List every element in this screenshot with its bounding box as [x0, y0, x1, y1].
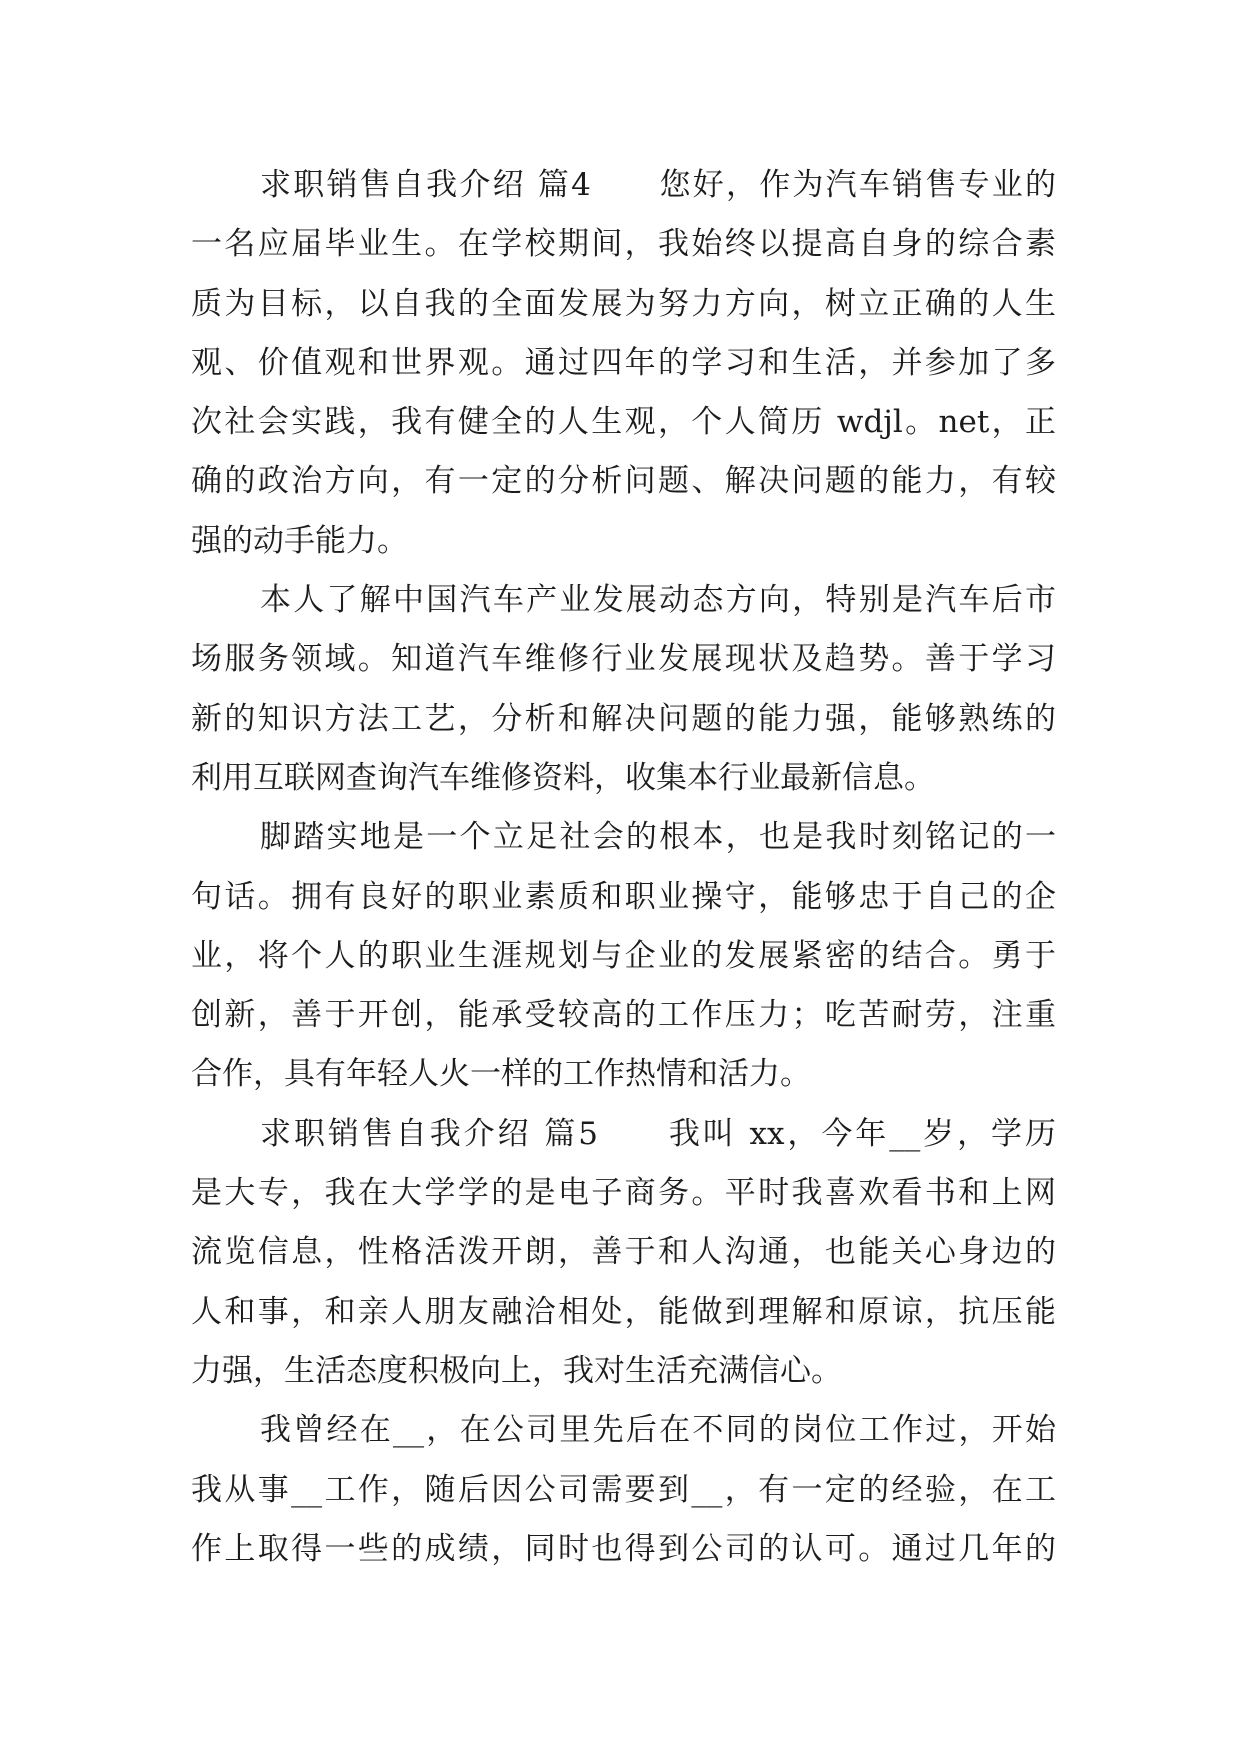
text-line: 求职销售自我介绍 篇5 我叫 xx，今年__岁，学历 — [260, 1115, 1056, 1152]
text-line: 创新，善于开创，能承受较高的工作压力；吃苦耐劳，注重 — [191, 997, 1056, 1034]
document-body — [191, 156, 1056, 1579]
text-line: 人和事，和亲人朋友融洽相处，能做到理解和原谅，抗压能 — [191, 1293, 1056, 1330]
paragraph-2 — [191, 571, 1056, 808]
text-line: 我曾经在__，在公司里先后在不同的岗位工作过，开始 — [260, 1412, 1056, 1449]
paragraph-5 — [191, 1401, 1056, 1579]
text-line: 次社会实践，我有健全的人生观，个人简历 wdjl。net，正 — [191, 404, 1056, 441]
text-line: 一名应届毕业生。在学校期间，我始终以提高自身的综合素 — [191, 226, 1056, 263]
text-line: 本人了解中国汽车产业发展动态方向，特别是汽车后市 — [260, 582, 1056, 619]
text-line: 新的知识方法工艺，分析和解决问题的能力强，能够熟练的 — [191, 700, 1056, 737]
text-line: 句话。拥有良好的职业素质和职业操守，能够忠于自己的企 — [191, 878, 1056, 915]
text-line: 脚踏实地是一个立足社会的根本，也是我时刻铭记的一 — [260, 819, 1056, 856]
text-line: 观、价值观和世界观。通过四年的学习和生活，并参加了多 — [191, 344, 1056, 381]
text-line: 合作，具有年轻人火一样的工作热情和活力。 — [191, 1056, 811, 1093]
text-line: 求职销售自我介绍 篇4 您好，作为汽车销售专业的 — [260, 167, 1056, 203]
text-line: 质为目标，以自我的全面发展为努力方向，树立正确的人生 — [191, 285, 1056, 322]
paragraph-1 — [191, 156, 1056, 571]
text-line: 业，将个人的职业生涯规划与企业的发展紧密的结合。勇于 — [191, 937, 1056, 974]
text-line: 我从事__工作，随后因公司需要到__，有一定的经验，在工 — [191, 1471, 1056, 1508]
text-line: 利用互联网查询汽车维修资料，收集本行业最新信息。 — [191, 759, 935, 796]
text-line: 场服务领域。知道汽车维修行业发展现状及趋势。善于学习 — [191, 641, 1056, 678]
paragraph-3 — [191, 808, 1056, 1104]
text-line: 确的政治方向，有一定的分析问题、解决问题的能力，有较 — [191, 463, 1056, 500]
paragraph-4 — [191, 1105, 1056, 1401]
text-line: 流览信息，性格活泼开朗，善于和人沟通，也能关心身边的 — [191, 1234, 1056, 1271]
text-line: 是大专，我在大学学的是电子商务。平时我喜欢看书和上网 — [191, 1175, 1056, 1212]
text-line: 力强，生活态度积极向上，我对生活充满信心。 — [191, 1352, 842, 1389]
text-line: 强的动手能力。 — [191, 522, 408, 559]
text-line: 作上取得一些的成绩，同时也得到公司的认可。通过几年的 — [191, 1530, 1056, 1567]
